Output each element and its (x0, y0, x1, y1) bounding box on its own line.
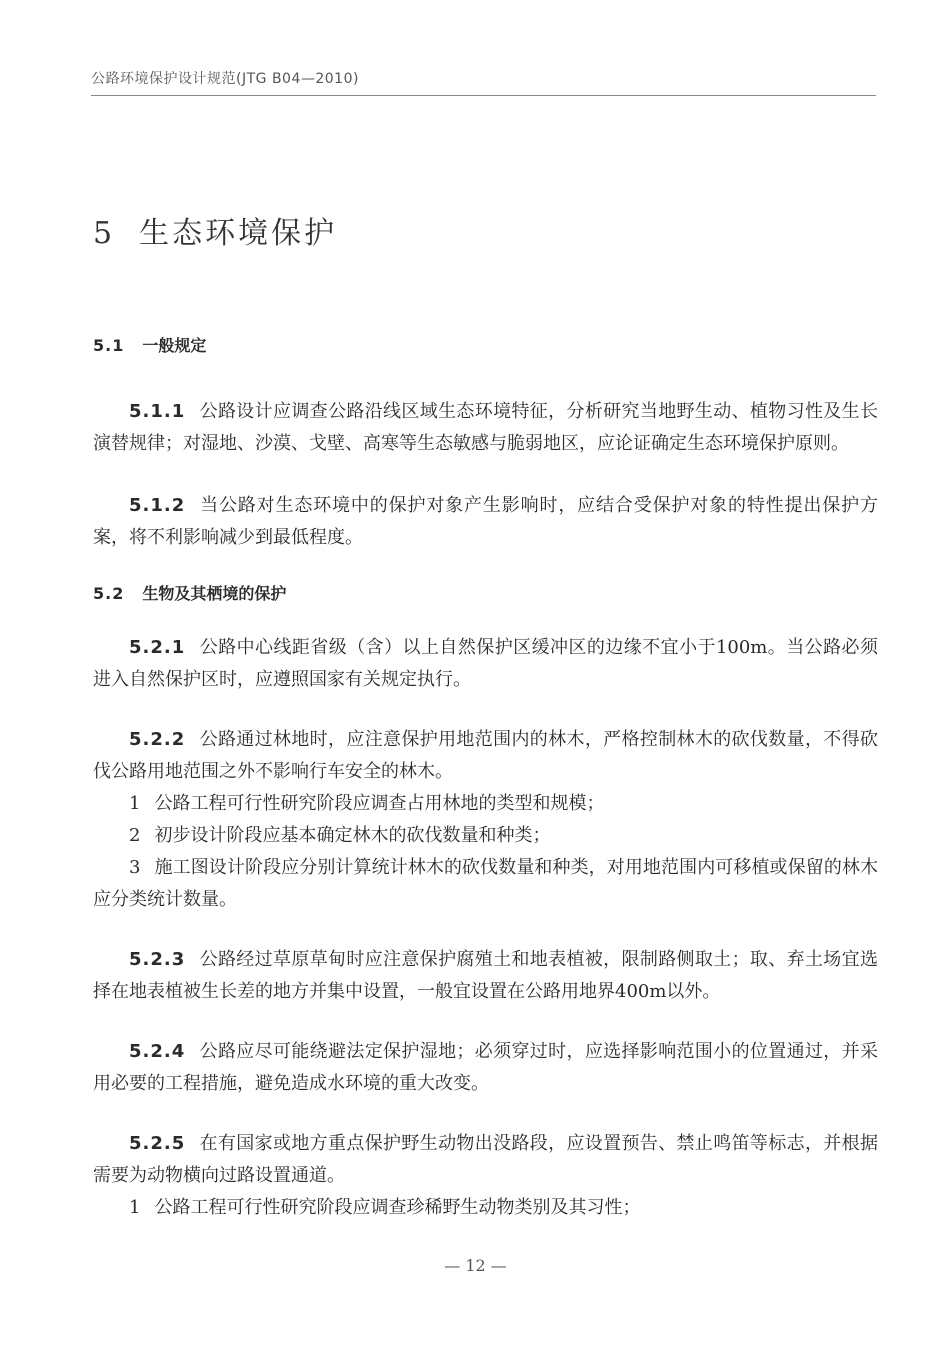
clause-text: 当公路对生态环境中的保护对象产生影响时，应结合受保护对象的特性提出保护方案，将不利影响减少到最低程度。 (93, 495, 878, 548)
item-number: 3 (129, 857, 141, 878)
clause (93, 490, 878, 554)
section-number: 5.2 (93, 584, 125, 603)
document-body (93, 330, 878, 1224)
clause (93, 396, 878, 460)
clause-text: 公路中心线距省级（含）以上自然保护区缓冲区的边缘不宜小于100m。当公路必须进入自然保护区时，应遵照国家有关规定执行。 (93, 637, 878, 690)
clause-number: 5.2.1 (129, 637, 186, 658)
clause-text: 公路经过草原草甸时应注意保护腐殖土和地表植被，限制路侧取土；取、弃土场宜选择在地表植被生长差的地方并集中设置，一般宜设置在公路用地界400m以外。 (93, 949, 878, 1002)
section-heading (93, 330, 878, 362)
clause (93, 1036, 878, 1100)
chapter-title (93, 208, 337, 252)
clause-number: 5.1.1 (129, 401, 186, 422)
item-number: 2 (129, 825, 141, 846)
clause-text: 公路设计应调查公路沿线区域生态环境特征，分析研究当地野生动、植物习性及生长演替规律；对湿地、沙漠、戈壁、高寒等生态敏感与脆弱地区，应论证确定生态环境保护原则。 (93, 401, 878, 454)
clause-number: 5.2.4 (129, 1041, 186, 1062)
list-item (93, 1192, 878, 1224)
section-heading (93, 578, 878, 610)
clause (93, 724, 878, 788)
list-item (93, 820, 878, 852)
clause-number: 5.2.2 (129, 729, 186, 750)
section-title: 生物及其栖境的保护 (142, 584, 287, 603)
chapter-number: 5 (93, 216, 116, 251)
section-title: 一般规定 (142, 336, 207, 355)
item-text: 施工图设计阶段应分别计算统计林木的砍伐数量和种类，对用地范围内可移植或保留的林木应分类统计数量。 (93, 857, 878, 910)
list-item (93, 852, 878, 916)
clause-text: 在有国家或地方重点保护野生动物出没路段，应设置预告、禁止鸣笛等标志，并根据需要为动物横向过路设置通道。 (93, 1133, 878, 1186)
chapter-title-text: 生态环境保护 (139, 216, 338, 251)
clause (93, 944, 878, 1008)
item-number: 1 (129, 1197, 141, 1218)
clause-number: 5.2.5 (129, 1133, 186, 1154)
clause-number: 5.1.2 (129, 495, 186, 516)
item-text: 初步设计阶段应基本确定林木的砍伐数量和种类； (154, 825, 551, 846)
clause (93, 632, 878, 696)
running-header: 公路环境保护设计规范(JTG B04—2010) (91, 71, 359, 87)
page-number: — 12 — (444, 1256, 507, 1275)
list-item (93, 788, 878, 820)
header-rule (91, 95, 876, 96)
section-number: 5.1 (93, 336, 125, 355)
clause-number: 5.2.3 (129, 949, 186, 970)
clause (93, 1128, 878, 1192)
clause-text: 公路应尽可能绕避法定保护湿地；必须穿过时，应选择影响范围小的位置通过，并采用必要的工程措施，避免造成水环境的重大改变。 (93, 1041, 878, 1094)
item-number: 1 (129, 793, 141, 814)
clause-text: 公路通过林地时，应注意保护用地范围内的林木，严格控制林木的砍伐数量，不得砍伐公路用地范围之外不影响行车安全的林木。 (93, 729, 878, 782)
item-text: 公路工程可行性研究阶段应调查占用林地的类型和规模； (154, 793, 605, 814)
item-text: 公路工程可行性研究阶段应调查珍稀野生动物类别及其习性； (154, 1197, 641, 1218)
